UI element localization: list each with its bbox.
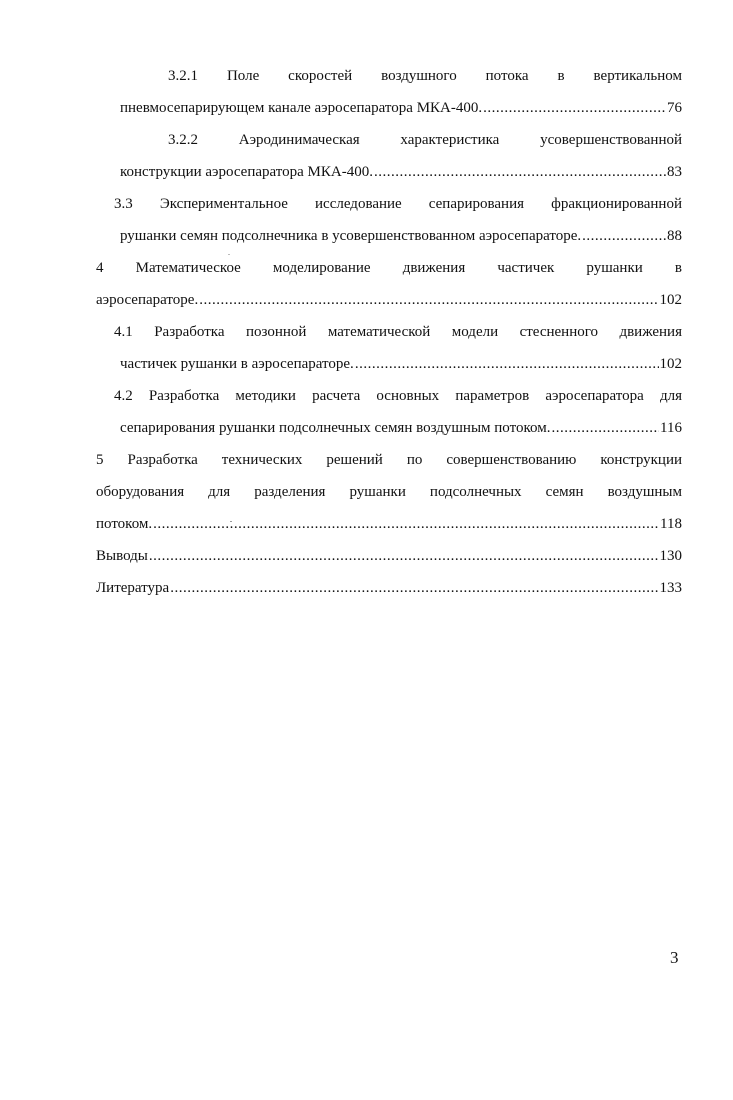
toc-entry-middle-line: оборудования для разделения рушанки подсолнечных семян воздушным: [96, 484, 682, 500]
toc-entry-first-line: 5 Разработка технических решений по совершенствованию конструкции: [96, 452, 682, 468]
toc-entry-title: частичек рушанки в аэросепараторе.: [120, 356, 354, 372]
toc-entry-title: сепарирования рушанки подсолнечных семян воздушным потоком.: [120, 420, 551, 436]
toc-entry-first-line: 3.2.1 Поле скоростей воздушного потока в вертикальном: [168, 68, 682, 84]
scan-speck: [228, 254, 230, 255]
dot-leader: [483, 92, 666, 124]
toc-entry-last-line: [96, 220, 682, 252]
toc-entry-first-line: 3.2.2 Аэродинимаческая характеристика усовершенствованной: [168, 132, 682, 148]
toc-page-number: 102: [659, 356, 682, 372]
toc-entry-4: [96, 252, 682, 316]
dot-leader: [374, 156, 666, 188]
dot-leader: [199, 284, 658, 316]
scan-speck: [230, 521, 232, 522]
toc-entry-first-line: 4 Математическое моделирование движения частичек рушанки в: [96, 260, 682, 276]
page-number: 3: [670, 948, 679, 967]
toc-entry-first-line: 3.3 Экспериментальное исследование сепарирования фракционированной: [114, 196, 682, 212]
toc-entry-last-line: [96, 572, 682, 604]
toc-page-number: 116: [660, 420, 682, 436]
dot-leader: [170, 572, 658, 604]
toc-entry-3-3: [96, 188, 682, 252]
toc-page-number: 102: [659, 292, 682, 308]
toc-page-number: 133: [659, 580, 682, 596]
dot-leader: [153, 508, 659, 540]
dot-leader: [582, 220, 666, 252]
toc-entry-3-2-2: [96, 124, 682, 188]
toc-entry-last-line: [96, 284, 682, 316]
toc-entry-last-line: [96, 508, 682, 540]
toc-entry-references: [96, 572, 682, 604]
toc-entry-4-2: [96, 380, 682, 444]
toc-entry-title: аэросепараторе.: [96, 292, 199, 308]
toc-page-number: 76: [667, 100, 682, 116]
toc-entry-first-line: 4.1 Разработка позонной математической модели стесненного движения: [114, 324, 682, 340]
toc-entry-4-1: [96, 316, 682, 380]
toc-page-number: 118: [660, 516, 682, 532]
toc-page-number: 130: [659, 548, 682, 564]
toc-entry-last-line: [96, 412, 682, 444]
toc-entry-title: конструкции аэросепаратора МКА-400.: [120, 164, 373, 180]
toc-entry-last-line: [96, 92, 682, 124]
toc-entry-title: Литература: [96, 580, 170, 596]
toc-entry-first-line: 4.2 Разработка методики расчета основных параметров аэросепаратора для: [114, 388, 682, 404]
dot-leader: [355, 348, 659, 380]
toc-entry-last-line: [96, 156, 682, 188]
toc-entry-title: Выводы: [96, 548, 148, 564]
toc-entry-title: потоком.: [96, 516, 153, 532]
toc-page-number: 83: [667, 164, 682, 180]
toc-entry-conclusions: [96, 540, 682, 572]
toc-entry-5: [96, 444, 682, 540]
toc-page-number: 88: [667, 228, 682, 244]
toc-entry-title: пневмосепарирующем канале аэросепаратора МКА-400.: [120, 100, 483, 116]
toc-entry-last-line: [96, 540, 682, 572]
table-of-contents: [96, 60, 682, 604]
toc-entry-last-line: [96, 348, 682, 380]
dot-leader: [551, 412, 659, 444]
dot-leader: [149, 540, 659, 572]
toc-entry-3-2-1: [96, 60, 682, 124]
toc-entry-title: рушанки семян подсолнечника в усовершенствованном аэросепараторе.: [120, 228, 582, 244]
